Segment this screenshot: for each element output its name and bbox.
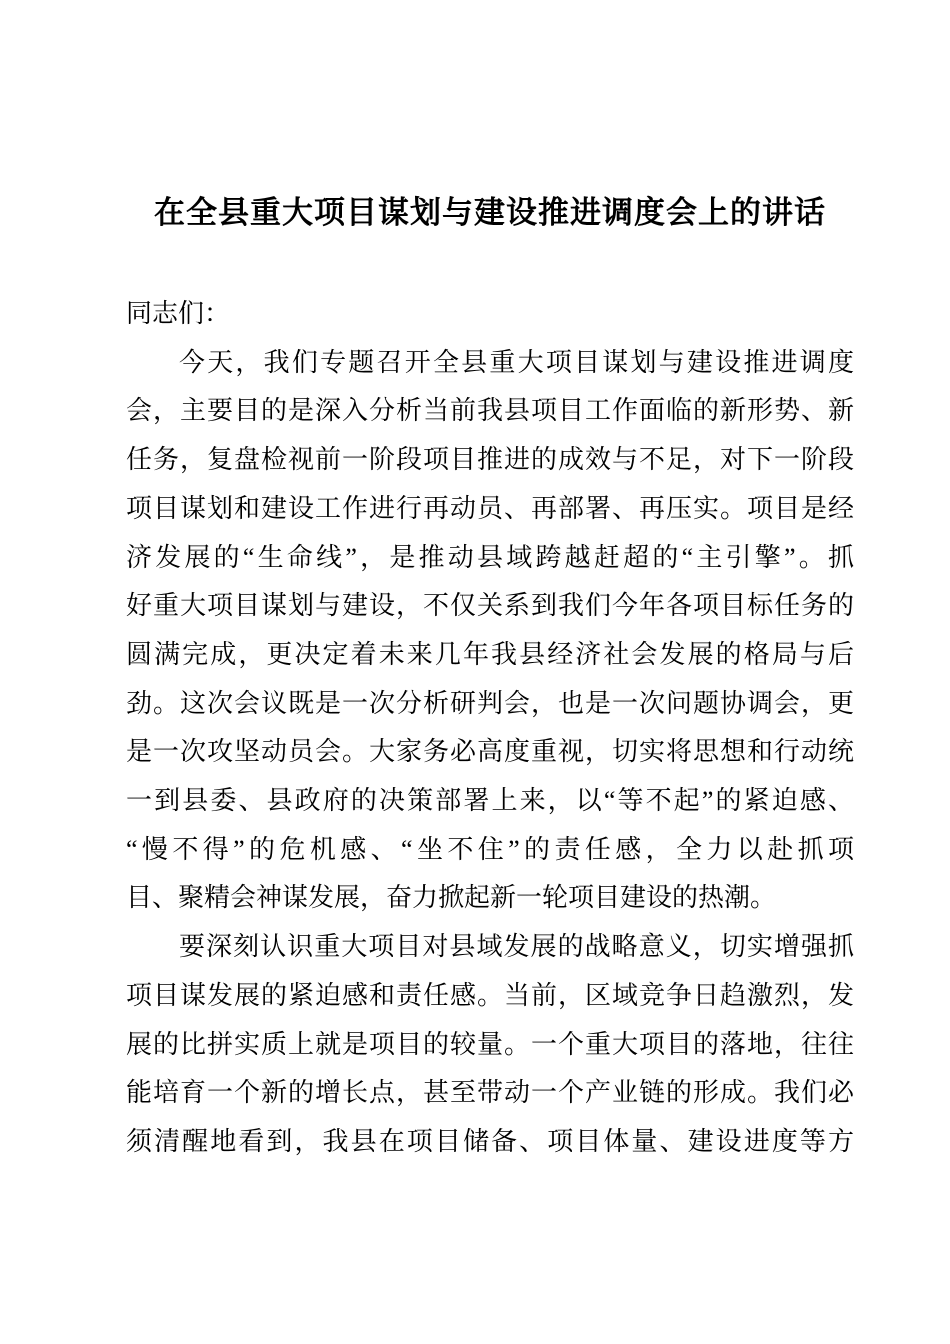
paragraph-1-line-1: 今天，我们专题召开全县重大项目谋划与建设推进调度 [179, 347, 854, 377]
document-body [126, 290, 854, 1167]
salutation-line: 同志们： [126, 299, 231, 328]
paragraph-1-line-5: 济发展的“生命线”，是推动县域跨越赶超的“主引擎”。抓 [126, 542, 854, 572]
paragraph-2-line-4: 能培育一个新的增长点，甚至带动一个产业链的形成。我们必 [126, 1078, 854, 1108]
paragraph-1-line-10: 一到县委、县政府的决策部署上来，以“等不起”的紧迫感、 [126, 786, 854, 816]
paragraph-1-line-2: 会，主要目的是深入分析当前我县项目工作面临的新形势、新 [126, 396, 854, 426]
paragraph-1-line-4: 项目谋划和建设工作进行再动员、再部署、再压实。项目是经 [126, 493, 854, 523]
paragraph-2-line-3: 展的比拼实质上就是项目的较量。一个重大项目的落地，往往 [126, 1029, 854, 1059]
paragraph-1-line-6: 好重大项目谋划与建设，不仅关系到我们今年各项目标任务的 [126, 591, 854, 621]
paragraph-1-line-7: 圆满完成，更决定着未来几年我县经济社会发展的格局与后 [126, 639, 854, 669]
document-title: 在全县重大项目谋划与建设推进调度会上的讲话 [154, 195, 826, 230]
paragraphs-container [126, 339, 854, 1167]
paragraph-1-line-8: 劲。这次会议既是一次分析研判会，也是一次问题协调会，更 [126, 688, 854, 718]
paragraph-1-line-9: 是一次攻坚动员会。大家务必高度重视，切实将思想和行动统 [126, 737, 854, 767]
paragraph-1-line-11: “慢不得”的危机感、“坐不住”的责任感，全力以赴抓项 [126, 834, 854, 864]
paragraph-2-line-5: 须清醒地看到，我县在项目储备、项目体量、建设进度等方 [126, 1126, 854, 1156]
paragraph-2-line-1: 要深刻认识重大项目对县域发展的战略意义，切实增强抓 [179, 932, 854, 962]
paragraph-1-line-3: 任务，复盘检视前一阶段项目推进的成效与不足，对下一阶段 [126, 445, 854, 475]
paragraph-2-line-2: 项目谋发展的紧迫感和责任感。当前，区域竞争日趋激烈，发 [126, 980, 854, 1010]
paragraph-1-line-12: 目、聚精会神谋发展，奋力掀起新一轮项目建设的热潮。 [126, 883, 777, 913]
